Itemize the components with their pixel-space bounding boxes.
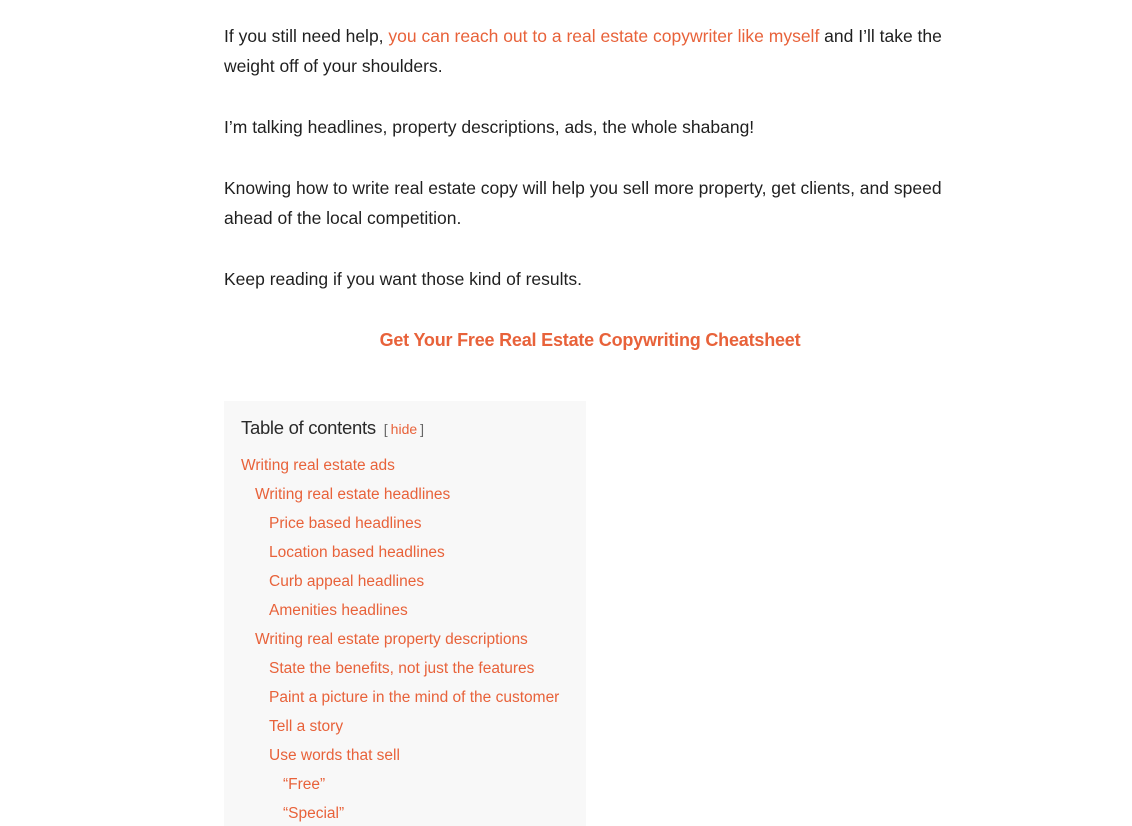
toc-item: [241, 596, 586, 625]
toc-item: [241, 683, 586, 712]
toc-hide-link[interactable]: hide: [390, 421, 418, 437]
toc-item: [241, 451, 586, 480]
toc-item-link[interactable]: Tell a story: [269, 718, 344, 735]
toc-item: [241, 799, 586, 826]
toc-item-link[interactable]: Amenities headlines: [269, 602, 408, 619]
toc-title: Table of contents: [241, 417, 376, 438]
toc-bracket-close: ]: [420, 421, 425, 437]
toc-item-link[interactable]: Writing real estate ads: [241, 457, 395, 474]
intro-text-end: and I’ll take the weight off of your shoulders.: [224, 26, 942, 76]
keep-reading-paragraph: Keep reading if you want those kind of results.: [224, 269, 582, 289]
toc-item-link[interactable]: Writing real estate headlines: [255, 486, 451, 503]
toc-item-link[interactable]: Paint a picture in the mind of the customer: [269, 689, 560, 706]
toc-item: [241, 654, 586, 683]
toc-item: [241, 567, 586, 596]
toc-item-link[interactable]: “Special”: [283, 805, 345, 822]
toc-item-link[interactable]: Curb appeal headlines: [269, 573, 425, 590]
toc-list: [241, 451, 586, 826]
toc-item: [241, 509, 586, 538]
toc-item-link[interactable]: Location based headlines: [269, 544, 445, 561]
cheatsheet-cta: [224, 325, 952, 355]
toc-item: [241, 741, 586, 770]
toc-item-link[interactable]: “Free”: [283, 776, 326, 793]
toc-toggle: [384, 421, 424, 437]
benefits-paragraph: Knowing how to write real estate copy will help you sell more property, get clients, and speed ahead of the local competition.: [224, 178, 942, 228]
copywriter-contact-link[interactable]: you can reach out to a real estate copywriter like myself: [388, 26, 820, 46]
toc-item-link[interactable]: Writing real estate property descriptions: [255, 631, 528, 648]
toc-bracket-open: [: [383, 421, 388, 437]
toc-item-link[interactable]: Price based headlines: [269, 515, 422, 532]
intro-text-start: If you still need help,: [224, 26, 389, 46]
toc-header: [241, 417, 586, 447]
table-of-contents: [224, 401, 586, 826]
toc-item-link[interactable]: Use words that sell: [269, 747, 400, 764]
toc-item: [241, 625, 586, 654]
article-body: [224, 21, 952, 355]
toc-item: [241, 480, 586, 509]
toc-item-link[interactable]: State the benefits, not just the features: [269, 660, 535, 677]
services-paragraph: I’m talking headlines, property descriptions, ads, the whole shabang!: [224, 117, 755, 137]
toc-item: [241, 712, 586, 741]
toc-item: [241, 770, 586, 799]
intro-paragraph: [224, 21, 952, 81]
cheatsheet-cta-link[interactable]: Get Your Free Real Estate Copywriting Cheatsheet: [379, 330, 801, 350]
toc-item: [241, 538, 586, 567]
